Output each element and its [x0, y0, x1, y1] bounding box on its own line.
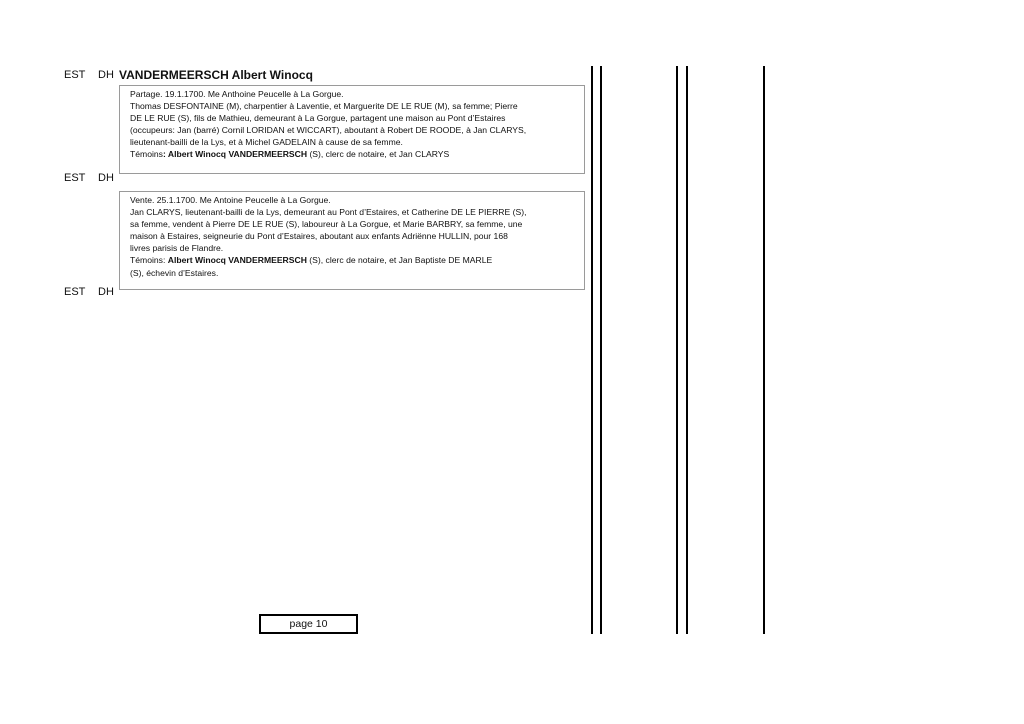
record-box — [119, 191, 585, 290]
record-line: DE LE RUE (S), fils de Mathieu, demeurant à La Gorgue, partagent une maison au Pont d’Estaires — [130, 113, 506, 124]
dh-label: DH — [98, 286, 114, 298]
column-rule — [676, 66, 678, 634]
record-line: livres parisis de Flandre. — [130, 243, 224, 254]
page-number: page 10 — [259, 614, 358, 634]
column-rule — [763, 66, 765, 634]
column-rule — [591, 66, 593, 634]
witness-name: Albert Winocq VANDERMEERSCH — [167, 255, 307, 266]
record-line: (occupeurs: Jan (barré) Cornil LORIDAN et WICCART), aboutant à Robert DE ROODE, à Jan CLARYS, — [130, 125, 527, 136]
est-label: EST — [64, 69, 86, 81]
witness-suffix: (S), clerc de notaire, et Jan Baptiste DE MARLE — [306, 255, 493, 266]
column-rule — [600, 66, 602, 634]
column-rule — [686, 66, 688, 634]
record-line: Vente. 25.1.1700. Me Antoine Peucelle à La Gorgue. — [130, 195, 331, 205]
record-line: Partage. 19.1.1700. Me Anthoine Peucelle à La Gorgue. — [130, 89, 344, 99]
dh-label: DH — [98, 172, 114, 184]
record-line: lieutenant-bailli de la Lys, et à Michel GADELAIN à cause de sa femme. — [130, 137, 403, 148]
witness-prefix: Témoins: — [130, 255, 168, 266]
dh-label: DH — [98, 69, 114, 81]
est-label: EST — [64, 172, 86, 184]
witness-line — [130, 148, 576, 160]
entry-title: VANDERMEERSCH Albert Winocq — [119, 68, 313, 82]
witness-suffix: (S), clerc de notaire, et Jan CLARYS — [307, 149, 450, 160]
record-line: sa femme, vendent à Pierre DE LE RUE (S), laboureur à La Gorgue, et Marie BARBRY, sa femme, une — [130, 219, 523, 230]
record-box — [119, 85, 585, 174]
witness-prefix: Témoins — [130, 149, 163, 160]
witness-line — [130, 254, 576, 266]
witness-name: : Albert Winocq VANDERMEERSCH — [162, 149, 308, 160]
record-line: maison à Estaires, seigneurie du Pont d’Estaires, aboutant aux enfants Adriënne HULLIN, pour 168 — [130, 231, 508, 242]
est-label: EST — [64, 286, 86, 298]
record-line: (S), échevin d’Estaires. — [130, 267, 219, 278]
record-line: Jan CLARYS, lieutenant-bailli de la Lys, demeurant au Pont d’Estaires, et Catherine DE LE PIERRE (S), — [130, 207, 527, 218]
record-line: Thomas DESFONTAINE (M), charpentier à Laventie, et Marguerite DE LE RUE (M), sa femme; Pierre — [130, 101, 518, 112]
